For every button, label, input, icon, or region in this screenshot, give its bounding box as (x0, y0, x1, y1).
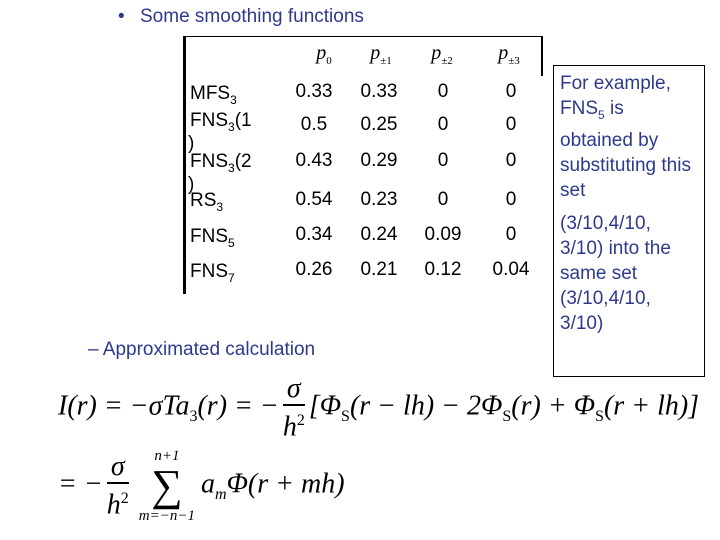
column-header: $p_{\pm 3}$ (498, 42, 520, 67)
table-right-border (541, 36, 543, 76)
column-header: $p_{\pm 2}$ (431, 42, 453, 67)
row-label-overflow: ) (188, 174, 195, 195)
table-cell: 0.23 (360, 189, 398, 210)
sigma-icon: ∑ (151, 461, 183, 510)
equation-1: I(r) = −σTa$_3$(r) = − $\frac{\sigma}{h^2}$ $[\Phi_S(r - lh) - 2\Phi_S(r) + \Phi_S(r + lh)]$ (58, 373, 700, 443)
row-label: $FNS_5$ (190, 226, 235, 250)
fraction: $\frac{\sigma}{h^2}$ (282, 373, 305, 443)
row-label-overflow: ) (188, 133, 195, 154)
table-cell: 0.25 (360, 114, 398, 135)
bullet-icon: • (118, 6, 125, 27)
table-cell: 0.04 (492, 259, 530, 280)
table-cell: 0 (505, 114, 517, 135)
row-label: $RS_3$ (190, 190, 224, 214)
equation-2: = − $\frac{\sigma}{h^2}$ n+1 ∑ m=−n−1 $a_m\Phi(r + mh)$ (58, 448, 345, 524)
row-label: $FNS_3(1$ (190, 110, 252, 134)
row-label: $MFS_3$ (190, 83, 237, 107)
fraction: $\frac{\sigma}{h^2}$ (106, 450, 129, 521)
callout-text-2: (3/10,4/10, 3/10) into the same set (3/10,4/10, 3/10) (560, 212, 671, 334)
table-left-border (183, 36, 186, 294)
table-cell: 0 (505, 150, 517, 171)
table-cell: 0.34 (295, 224, 333, 245)
table-cell: 0.54 (295, 189, 333, 210)
sub-bullet: – Approximated calculation (88, 339, 316, 360)
row-label: $FNS_3(2$ (190, 151, 252, 175)
table-cell: 0 (505, 224, 517, 245)
table-cell: 0.5 (300, 114, 328, 135)
callout-text-1: For example, $FNS_5$ is obtained by substituting this set (560, 73, 691, 201)
slide-heading: • Some smoothing functions (118, 6, 364, 27)
table-cell: 0.09 (424, 224, 462, 245)
table-cell: 0.33 (295, 81, 333, 102)
table-cell: 0 (437, 189, 449, 210)
example-callout (553, 65, 705, 377)
table-cell: 0.21 (360, 259, 398, 280)
table-cell: 0.26 (295, 259, 333, 280)
row-label: $FNS_7$ (190, 261, 235, 285)
table-top-border (183, 36, 543, 37)
table-cell: 0.43 (295, 150, 333, 171)
table-cell: 0 (505, 189, 517, 210)
table-cell: 0 (505, 81, 517, 102)
table-cell: 0.33 (360, 81, 398, 102)
table-cell: 0 (437, 114, 449, 135)
column-header: $p_{\pm 1}$ (370, 42, 392, 67)
table-cell: 0.12 (424, 259, 462, 280)
table-cell: 0 (437, 81, 449, 102)
table-cell: 0.29 (360, 150, 398, 171)
table-cell: 0.24 (360, 224, 398, 245)
column-header: $p_0$ (316, 42, 332, 67)
summation: n+1 ∑ m=−n−1 (138, 448, 195, 524)
table-cell: 0 (437, 150, 449, 171)
